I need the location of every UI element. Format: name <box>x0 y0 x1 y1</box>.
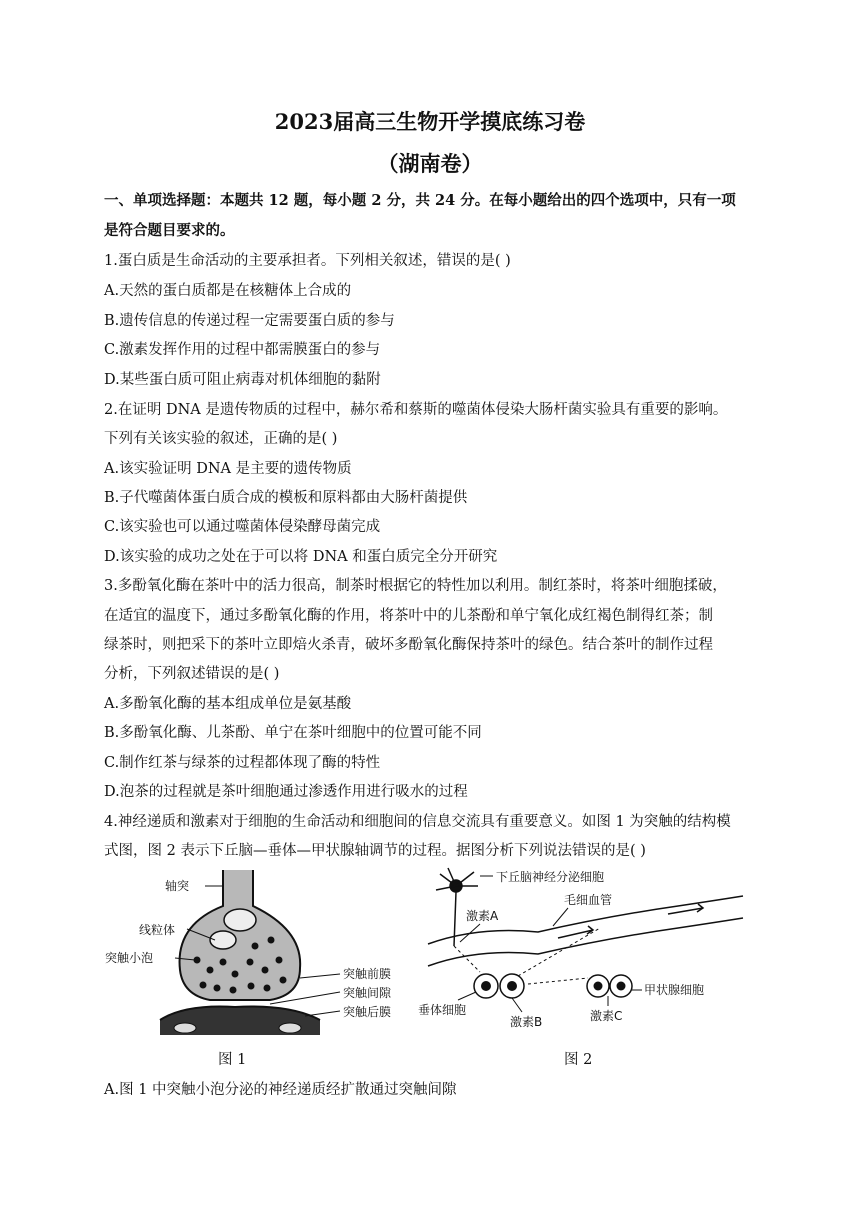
fig1-label-presynaptic-membrane: 突触前膜 <box>343 967 392 981</box>
q1-stem: 1.蛋白质是生命活动的主要承担者。下列相关叙述，错误的是( ) <box>104 253 511 269</box>
fig2-label-capillary: 毛细血管 <box>564 893 613 907</box>
blood-flow-arrows <box>558 904 703 938</box>
fig1-label-axon: 轴突 <box>165 879 190 893</box>
fig1-label-postsynaptic-membrane: 突触后膜 <box>343 1005 392 1019</box>
q1-option-c: C.激素发挥作用的过程中都需膜蛋白的参与 <box>104 342 381 358</box>
fig2-label-hormone-a: 激素A <box>466 909 499 923</box>
q4-stem-line-2: 式图，图 2 表示下丘脑—垂体—甲状腺轴调节的过程。据图分析下列说法错误的是( ) <box>104 843 646 859</box>
page-title: 2023届高三生物开学摸底练习卷 <box>274 109 586 134</box>
pituitary-cells <box>474 974 524 998</box>
neurosecretory-cell <box>436 868 478 946</box>
q4-stem-line-1: 4.神经递质和激素对于细胞的生命活动和细胞间的信息交流具有重要意义。如图 1 为突触的结构模 <box>104 814 731 830</box>
q3-stem-line-3: 绿茶时，则把采下的茶叶立即焙火杀青，破坏多酚氧化酶保持茶叶的绿色。结合茶叶的制作过程 <box>104 637 713 653</box>
section-heading-line-2: 是符合题目要求的。 <box>104 222 235 239</box>
page-subtitle: （湖南卷） <box>377 151 483 176</box>
figure-1-caption: 图 1 <box>218 1052 247 1068</box>
fig2-label-hormone-c: 激素C <box>590 1009 623 1023</box>
q1-option-a: A.天然的蛋白质都是在核糖体上合成的 <box>104 283 352 299</box>
q2-option-d: D.该实验的成功之处在于可以将 DNA 和蛋白质完全分开研究 <box>104 549 498 565</box>
q1-option-d: D.某些蛋白质可阻止病毒对机体细胞的黏附 <box>104 372 381 388</box>
fig2-label-thyroid-cell: 甲状腺细胞 <box>644 983 705 997</box>
hormone-paths <box>454 928 600 984</box>
q2-option-c: C.该实验也可以通过噬菌体侵染酵母菌完成 <box>104 519 381 535</box>
q3-option-b: B.多酚氧化酶、儿茶酚、单宁在茶叶细胞中的位置可能不同 <box>104 725 482 741</box>
figure-2-axis <box>418 866 748 1031</box>
q3-stem-line-2: 在适宜的温度下，通过多酚氧化酶的作用，将茶叶中的儿茶酚和单宁氧化成红褐色制得红茶；制 <box>104 608 713 624</box>
q2-option-b: B.子代噬菌体蛋白质合成的模板和原料都由大肠杆菌提供 <box>104 490 468 506</box>
q3-option-d: D.泡茶的过程就是茶叶细胞通过渗透作用进行吸水的过程 <box>104 784 468 800</box>
section-heading-line-1: 一、单项选择题：本题共 12 题，每小题 2 分，共 24 分。在每小题给出的四个选项中，只有一项 <box>104 192 736 209</box>
q3-option-c: C.制作红茶与绿茶的过程都体现了酶的特性 <box>104 755 381 771</box>
q3-option-a: A.多酚氧化酶的基本组成单位是氨基酸 <box>104 696 352 712</box>
fig1-label-mitochondria: 线粒体 <box>139 923 176 937</box>
fig1-label-synaptic-cleft: 突触间隙 <box>343 986 392 1000</box>
q2-stem-line-1: 2.在证明 DNA 是遗传物质的过程中，赫尔希和蔡斯的噬菌体侵染大肠杆菌实验具有重要的影响。 <box>104 402 728 418</box>
postsynaptic-membrane <box>160 1007 320 1035</box>
q1-option-b: B.遗传信息的传递过程一定需要蛋白质的参与 <box>104 313 395 329</box>
q2-stem-line-2: 下列有关该实验的叙述，正确的是( ) <box>104 431 338 447</box>
figure-2-caption: 图 2 <box>564 1052 593 1068</box>
q2-option-a: A.该实验证明 DNA 是主要的遗传物质 <box>104 461 352 477</box>
fig1-label-synaptic-vesicle: 突触小泡 <box>105 951 154 965</box>
q3-stem-line-1: 3.多酚氧化酶在茶叶中的活力很高，制茶时根据它的特性加以利用。制红茶时，将茶叶细胞揉破， <box>104 578 727 594</box>
thyroid-cells <box>587 975 632 997</box>
fig2-label-hormone-b: 激素B <box>510 1015 543 1029</box>
figure-1-synapse <box>105 870 395 1045</box>
q4-option-a: A.图 1 中突触小泡分泌的神经递质经扩散通过突触间隙 <box>104 1082 457 1098</box>
fig2-label-pituitary-cell: 垂体细胞 <box>418 1003 467 1017</box>
fig2-label-hypothalamic-cell: 下丘脑神经分泌细胞 <box>496 870 605 884</box>
q3-stem-line-4: 分析，下列叙述错误的是( ) <box>104 666 280 682</box>
